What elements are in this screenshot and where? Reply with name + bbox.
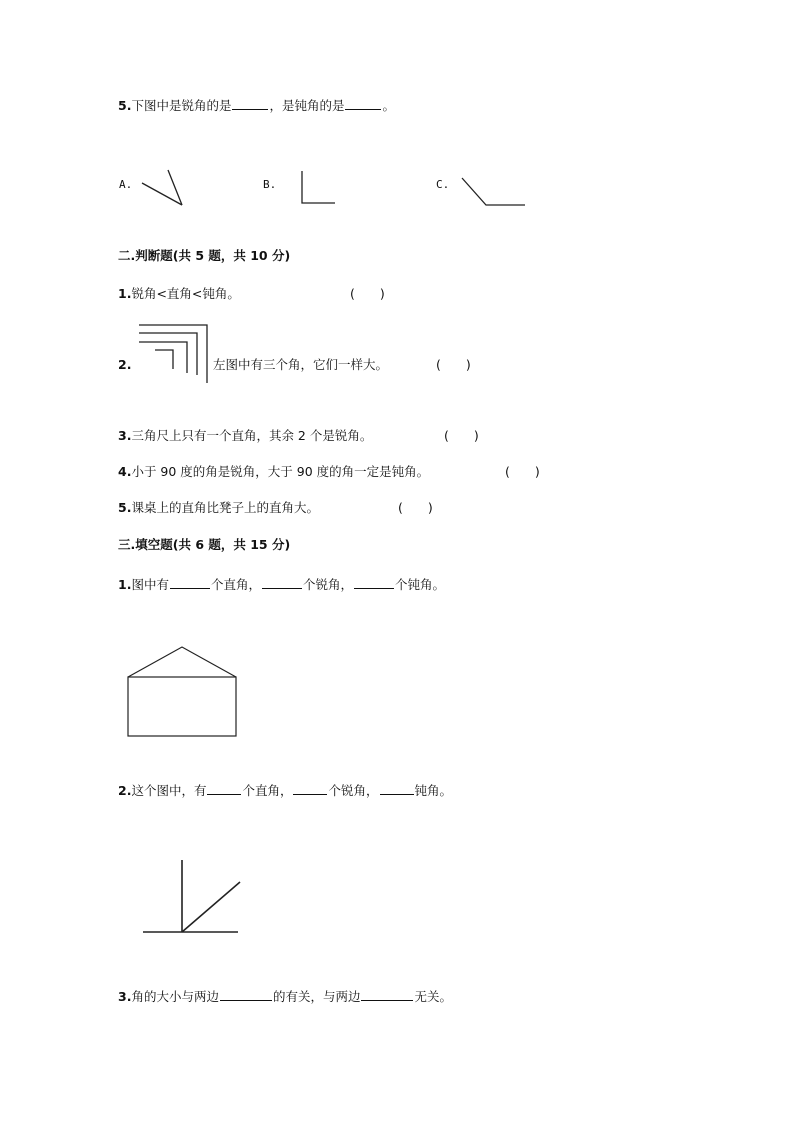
q5-text-2: ，是钝角的是	[269, 98, 345, 113]
judge-3-answer-paren[interactable]: ( )	[444, 428, 479, 443]
judge-1-answer-paren[interactable]: ( )	[350, 286, 385, 301]
q5-option-b-label: B.	[263, 178, 277, 191]
judge-1-text: 锐角<直角<钝角。	[131, 286, 240, 301]
q5-text-3: 。	[382, 98, 395, 113]
fill-q3-text-b: 的有关，与两边	[272, 989, 361, 1004]
fill-q2-text-d: 钝角。	[414, 783, 453, 798]
fill-q1-text-d: 个钝角。	[395, 577, 446, 592]
judge-5-text: 课桌上的直角比凳子上的直角大。	[131, 500, 319, 515]
fill-q2-text-a: 这个图中，有	[131, 783, 207, 798]
section3-title: 三.填空题(共 6 题，共 15 分)	[118, 537, 291, 552]
fill-q2-number: 2.	[118, 783, 132, 798]
fill-q3-line	[118, 988, 452, 1005]
fill-q2-text-c: 个锐角，	[328, 783, 379, 798]
judge-5-number: 5.	[118, 500, 132, 515]
judge-3-text: 三角尺上只有一个直角，其余 2 个是锐角。	[131, 428, 373, 443]
judge-1-number: 1.	[118, 286, 132, 301]
judge-4-answer-paren[interactable]: ( )	[505, 464, 540, 479]
fill-q3-number: 3.	[118, 989, 132, 1004]
judge-2-answer-paren[interactable]: ( )	[436, 357, 471, 372]
judge-3-number: 3.	[118, 428, 132, 443]
fill-q1-text-c: 个锐角，	[302, 577, 353, 592]
judge-4-number: 4.	[118, 464, 132, 479]
judge-2-text: 左图中有三个角，它们一样大。	[213, 357, 389, 372]
q5-option-a-label: A.	[119, 178, 133, 191]
fill-q2-text-b: 个直角，	[242, 783, 293, 798]
judge-4-text: 小于 90 度的角是锐角，大于 90 度的角一定是钝角。	[131, 464, 430, 479]
q5-text-1: 下图中是锐角的是	[131, 98, 232, 113]
fill-q3-text-a: 角的大小与两边	[131, 989, 219, 1004]
section2-title: 二.判断题(共 5 题，共 10 分)	[118, 248, 291, 263]
fill-q1-number: 1.	[118, 577, 132, 592]
judge-2-number: 2.	[118, 357, 132, 372]
fill-q3-blank-2[interactable]	[361, 988, 413, 1001]
fill-q3-blank-1[interactable]	[220, 988, 272, 1001]
q5-number: 5.	[118, 98, 132, 113]
fill-q1-text-b: 个直角，	[210, 577, 261, 592]
fill-q3-text-c: 无关。	[414, 989, 452, 1004]
fill-q1-text-a: 图中有	[131, 577, 169, 592]
judge-5-answer-paren[interactable]: ( )	[398, 500, 433, 515]
q5-option-c-label: C.	[436, 178, 450, 191]
